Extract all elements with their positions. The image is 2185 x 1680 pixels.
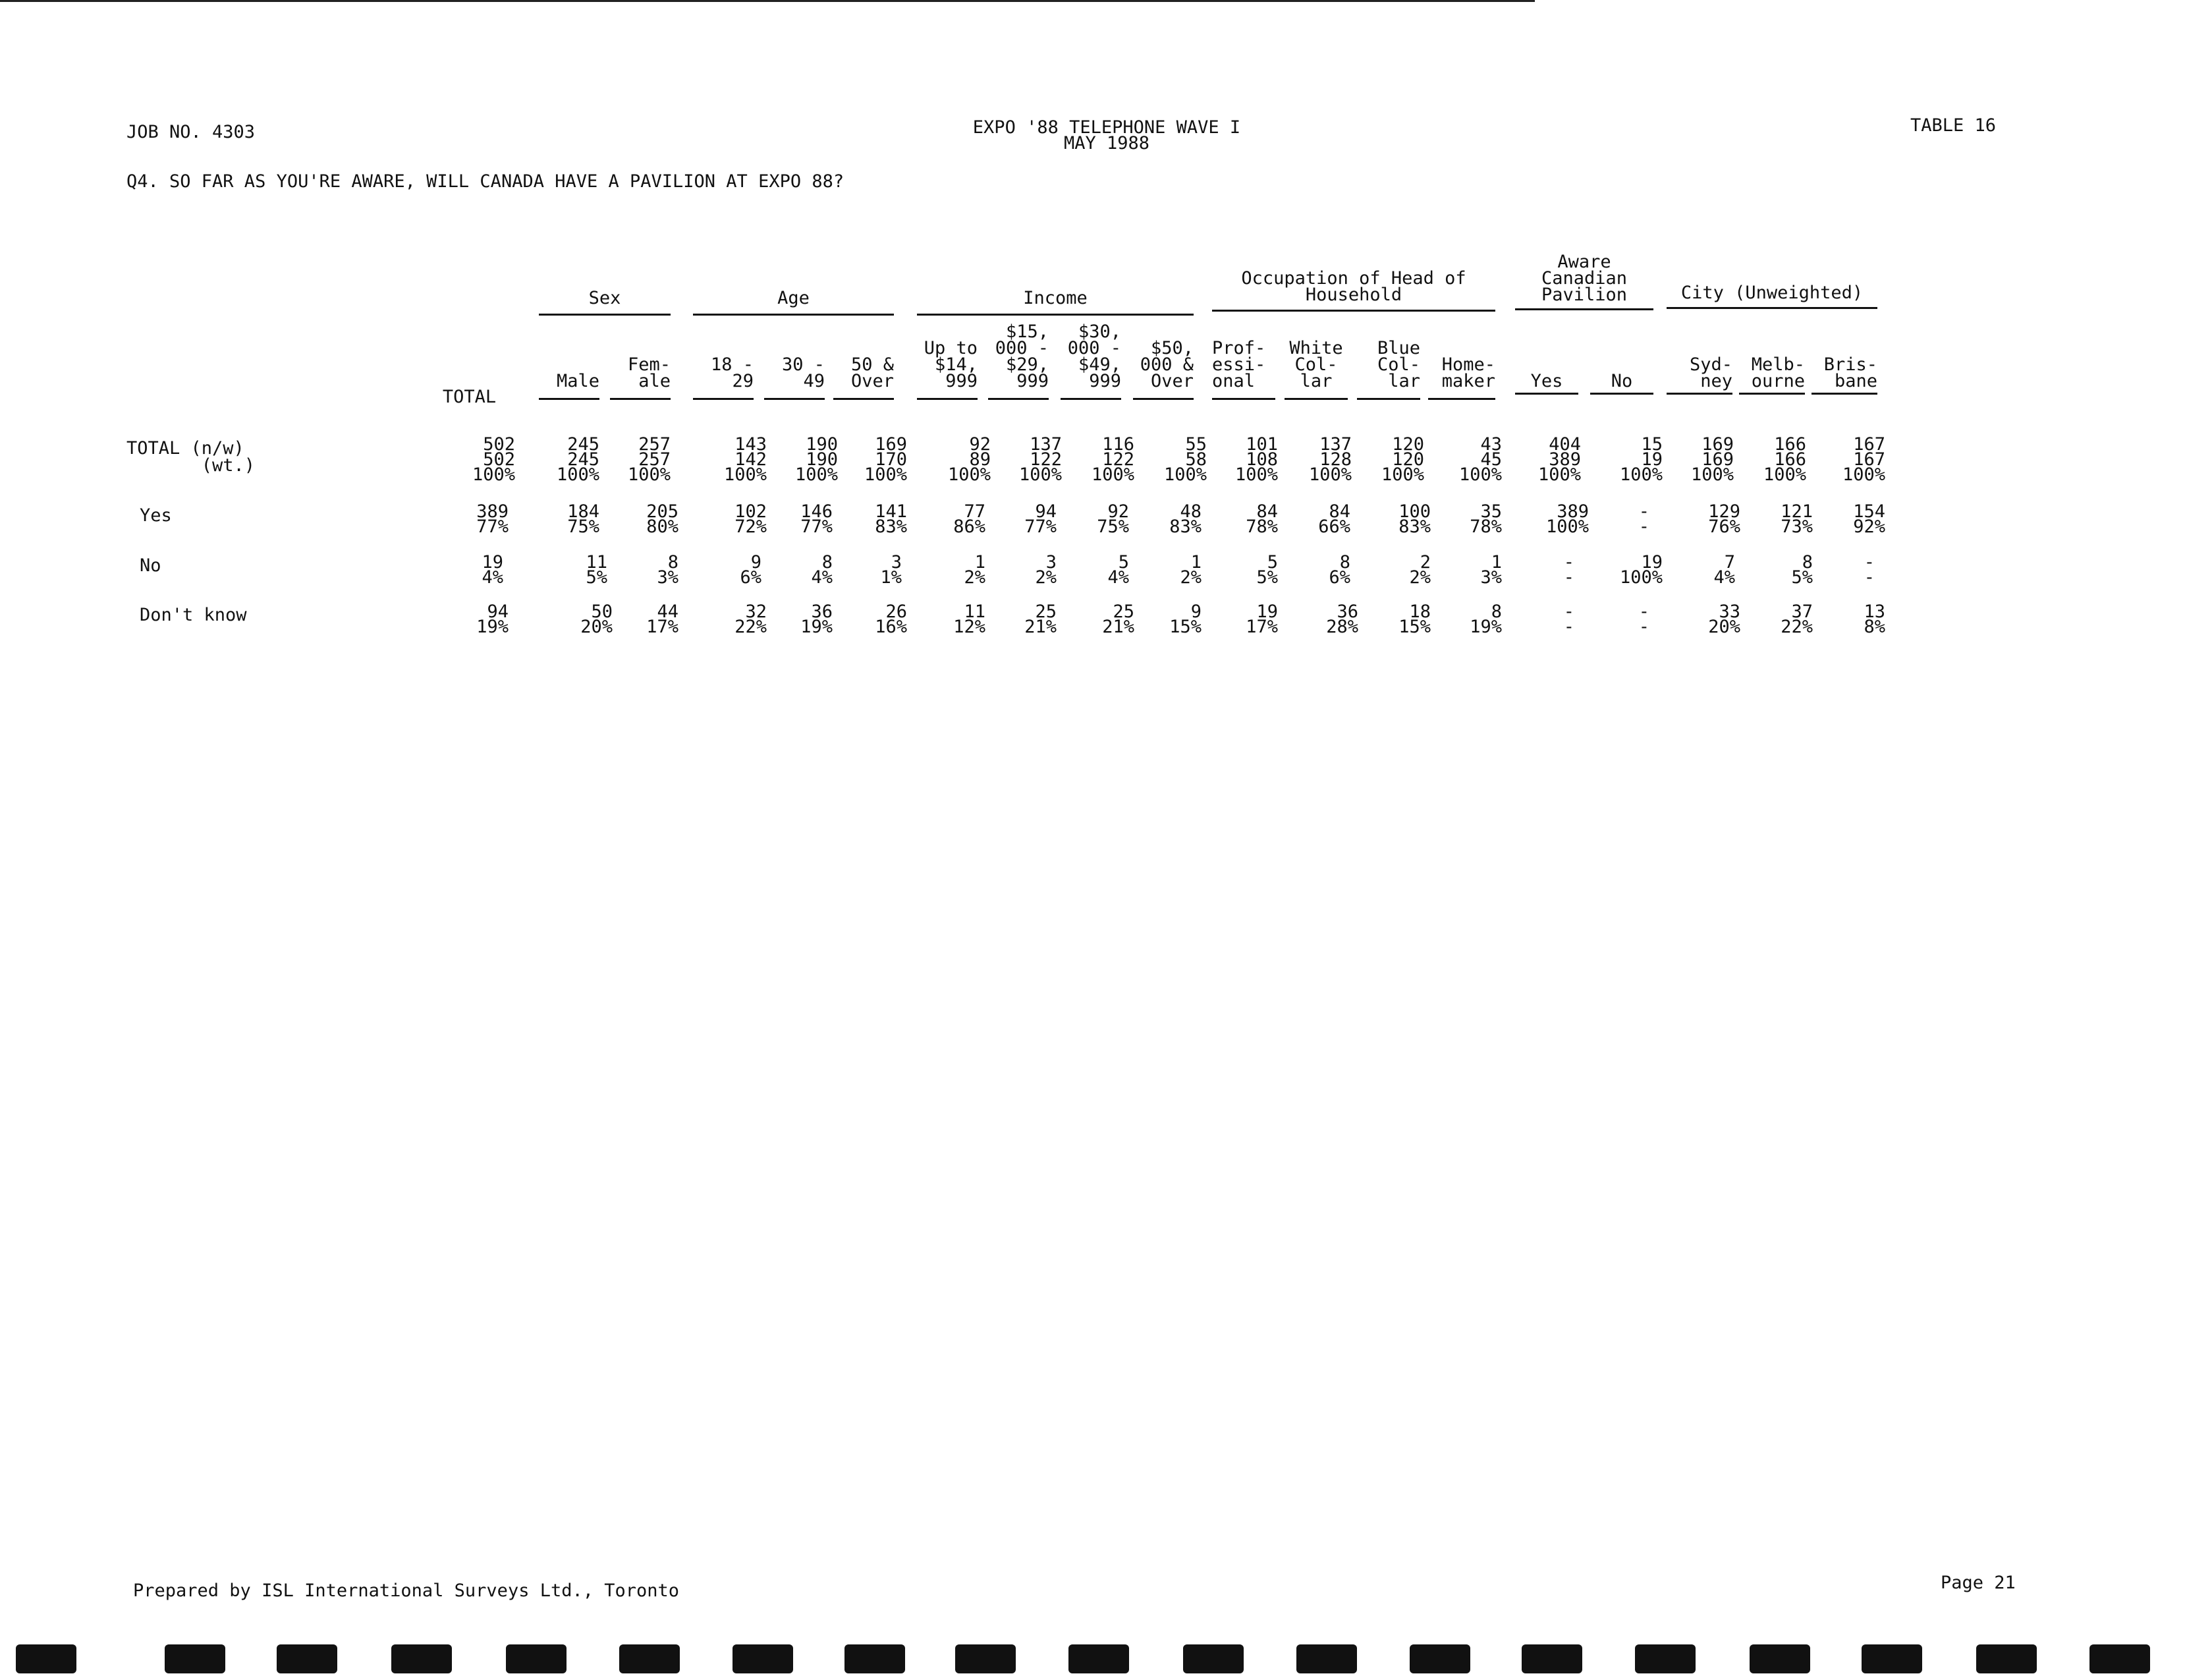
table-cell: 25 21% [1024, 602, 1057, 637]
top-rule [0, 0, 1535, 2]
col-header-income-up-to-14999: Up to $14, 999 [924, 338, 978, 391]
table-cell: 77 86% [953, 501, 985, 537]
col-underline [1590, 393, 1653, 395]
perforation-mark [2089, 1644, 2150, 1673]
row-label-total: TOTAL (n/w) (wt.) [126, 438, 256, 476]
col-header-professional: Prof- essi- onal [1212, 338, 1266, 391]
prepared-by: Prepared by ISL International Surveys Ltd., Toronto [133, 1581, 680, 1601]
row-label-no: No [140, 555, 161, 576]
col-underline [1515, 393, 1578, 395]
table-cell: 101 108 100% [1234, 434, 1278, 485]
table-cell: 55 58 100% [1163, 434, 1207, 485]
table-cell: 8 5% [1791, 552, 1813, 588]
perforation-mark [1976, 1644, 2037, 1673]
table-cell: 48 83% [1169, 501, 1202, 537]
group-underline-aware [1515, 308, 1653, 310]
group-header-occupation: Occupation of Head of Household [1241, 268, 1466, 305]
table-cell: 5 5% [1256, 552, 1278, 588]
group-header-sex: Sex [588, 288, 621, 308]
perforation-mark [1410, 1644, 1470, 1673]
perforation-mark [1522, 1644, 1582, 1673]
table-cell: 7 4% [1713, 552, 1735, 588]
table-cell: 120 120 100% [1381, 434, 1424, 485]
table-cell: 19 17% [1246, 602, 1278, 637]
table-cell: 245 245 100% [556, 434, 599, 485]
col-underline [833, 398, 894, 400]
table-cell: 167 167 100% [1842, 434, 1885, 485]
table-cell: - - [1864, 552, 1875, 588]
col-header-sydney: Syd- ney [1689, 354, 1732, 391]
col-underline [1061, 398, 1121, 400]
table-cell: 19 4% [482, 552, 503, 588]
table-cell: 37 22% [1781, 602, 1813, 637]
table-cell: 11 5% [586, 552, 607, 588]
col-header-income-15000-29999: $15, 000 - $29, 999 [995, 322, 1049, 391]
col-underline [610, 398, 671, 400]
table-cell: 166 166 100% [1763, 434, 1806, 485]
table-cell: 13 8% [1864, 602, 1885, 637]
table-cell: 102 72% [734, 501, 767, 537]
col-header-aware-yes: Yes [1530, 371, 1563, 391]
table-cell: - - [1638, 602, 1649, 637]
table-cell: 84 66% [1318, 501, 1350, 537]
table-cell: 9 15% [1169, 602, 1202, 637]
col-underline [1357, 398, 1420, 400]
col-underline [1285, 398, 1348, 400]
col-header-total: TOTAL [442, 387, 497, 407]
table-cell: - - [1563, 552, 1574, 588]
perforation-mark [16, 1644, 76, 1673]
perforation-mark [733, 1644, 793, 1673]
table-cell: 33 20% [1708, 602, 1740, 637]
row-label-yes: Yes [140, 505, 172, 526]
col-header-homemaker: Home- maker [1441, 354, 1495, 391]
col-underline [1428, 398, 1495, 400]
col-underline [1667, 393, 1732, 395]
perforation-mark [844, 1644, 905, 1673]
col-header-male: Male [556, 371, 599, 391]
table-cell: 141 83% [875, 501, 907, 537]
col-underline [1133, 398, 1194, 400]
page-number: Page 21 [1941, 1573, 2016, 1593]
table-cell: 129 76% [1708, 501, 1740, 537]
perforation-mark [391, 1644, 452, 1673]
col-underline [1739, 393, 1805, 395]
table-cell: 9 6% [740, 552, 761, 588]
table-cell: 94 77% [1024, 501, 1057, 537]
group-header-city: City (Unweighted) [1680, 283, 1864, 303]
table-cell: 404 389 100% [1537, 434, 1581, 485]
table-number: TABLE 16 [1910, 115, 1997, 136]
perforation-mark [277, 1644, 337, 1673]
table-cell: 257 257 100% [627, 434, 671, 485]
col-header-income-30000-49999: $30, 000 - $49, 999 [1067, 322, 1121, 391]
col-underline [764, 398, 825, 400]
col-underline [693, 398, 754, 400]
table-cell: 169 169 100% [1690, 434, 1734, 485]
job-number: JOB NO. 4303 [126, 122, 256, 142]
perforation-mark [1068, 1644, 1129, 1673]
table-cell: 92 89 100% [947, 434, 991, 485]
table-cell: 137 128 100% [1308, 434, 1352, 485]
perforation-mark [506, 1644, 567, 1673]
table-cell: 1 3% [1480, 552, 1502, 588]
table-cell: 36 28% [1326, 602, 1358, 637]
col-header-brisbane: Bris- bane [1823, 354, 1877, 391]
table-cell: 205 80% [646, 501, 678, 537]
group-header-age: Age [777, 288, 810, 308]
table-cell: 143 142 100% [723, 434, 767, 485]
perforation-mark [1635, 1644, 1696, 1673]
perforation-mark [1862, 1644, 1922, 1673]
table-cell: 15 19 100% [1619, 434, 1663, 485]
table-cell: 190 190 100% [794, 434, 838, 485]
table-cell: 8 3% [657, 552, 678, 588]
col-header-age-30-49: 30 - 49 [781, 354, 825, 391]
col-header-blue-collar: Blue Col- lar [1377, 338, 1420, 391]
table-cell: 2 2% [1409, 552, 1431, 588]
table-cell: 8 19% [1470, 602, 1502, 637]
col-header-income-50000-over: $50, 000 & Over [1140, 338, 1194, 391]
table-cell: 502 502 100% [472, 434, 515, 485]
table-cell: 11 12% [953, 602, 985, 637]
table-cell: 25 21% [1102, 602, 1134, 637]
table-cell: 43 45 100% [1458, 434, 1502, 485]
group-underline-city [1667, 307, 1877, 309]
perforation-mark [165, 1644, 225, 1673]
table-cell: 44 17% [646, 602, 678, 637]
row-label-dont-know: Don't know [140, 605, 247, 625]
group-underline-income [917, 314, 1194, 316]
table-cell: 94 19% [476, 602, 509, 637]
table-cell: 19 100% [1619, 552, 1663, 588]
report-title: EXPO '88 TELEPHONE WAVE I [972, 117, 1241, 138]
col-header-aware-no: No [1611, 371, 1633, 391]
table-cell: 32 22% [734, 602, 767, 637]
question-text: Q4. SO FAR AS YOU'RE AWARE, WILL CANADA HAVE A PAVILION AT EXPO 88? [126, 171, 844, 192]
group-header-aware: Aware Canadian Pavilion [1541, 252, 1628, 305]
table-cell: - - [1563, 602, 1574, 637]
perforation-mark [1183, 1644, 1244, 1673]
table-cell: 36 19% [800, 602, 833, 637]
table-cell: 121 73% [1781, 501, 1813, 537]
table-cell: 8 4% [811, 552, 833, 588]
table-cell: 154 92% [1853, 501, 1885, 537]
table-cell: 389 77% [476, 501, 509, 537]
col-underline [988, 398, 1049, 400]
col-header-age-50-over: 50 & Over [850, 354, 894, 391]
table-cell: 146 77% [800, 501, 833, 537]
table-cell: 26 16% [875, 602, 907, 637]
table-cell: 389 100% [1545, 501, 1589, 537]
perforation-mark [1750, 1644, 1810, 1673]
perforation-mark [619, 1644, 680, 1673]
table-cell: 3 1% [880, 552, 902, 588]
table-cell: 5 4% [1107, 552, 1129, 588]
col-header-white-collar: White Col- lar [1289, 338, 1343, 391]
table-cell: 169 170 100% [864, 434, 907, 485]
col-underline [539, 398, 599, 400]
report-date: MAY 1988 [1063, 133, 1150, 154]
table-cell: 92 75% [1097, 501, 1129, 537]
group-header-income: Income [1023, 288, 1088, 308]
perforation-mark [1296, 1644, 1357, 1673]
col-underline [1812, 393, 1877, 395]
table-cell: 18 15% [1398, 602, 1431, 637]
group-underline-sex [539, 314, 671, 316]
table-cell: 3 2% [1035, 552, 1057, 588]
perforation-mark [955, 1644, 1016, 1673]
col-underline [917, 398, 978, 400]
table-cell: 100 83% [1398, 501, 1431, 537]
table-cell: 35 78% [1470, 501, 1502, 537]
table-cell: 1 2% [1180, 552, 1202, 588]
col-underline [1212, 398, 1275, 400]
group-underline-age [693, 314, 894, 316]
table-cell: - - [1638, 501, 1649, 537]
table-cell: 50 20% [580, 602, 613, 637]
col-header-age-18-29: 18 - 29 [710, 354, 754, 391]
table-cell: 184 75% [567, 501, 599, 537]
table-cell: 137 122 100% [1018, 434, 1062, 485]
table-cell: 1 2% [964, 552, 985, 588]
table-cell: 116 122 100% [1091, 434, 1134, 485]
table-cell: 84 78% [1246, 501, 1278, 537]
col-header-female: Fem- ale [627, 354, 671, 391]
group-underline-occupation [1212, 310, 1495, 312]
table-cell: 8 6% [1329, 552, 1350, 588]
col-header-melbourne: Melb- ourne [1751, 354, 1805, 391]
